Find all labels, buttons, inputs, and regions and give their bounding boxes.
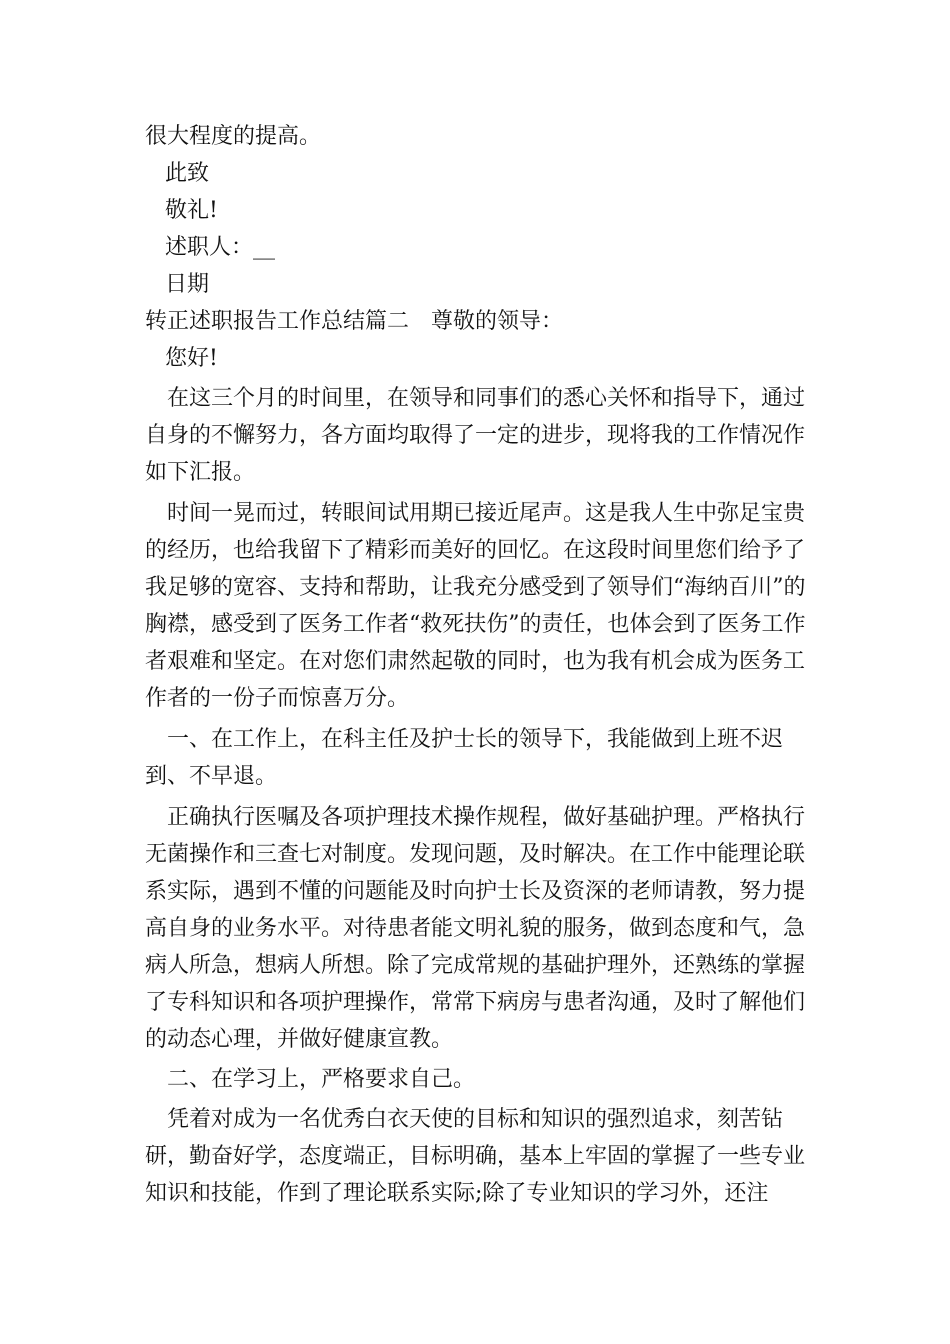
document-body (145, 118, 810, 1212)
body-paragraph: 时间一晃而过，转眼间试用期已接近尾声。这是我人生中弥足宝贵的经历，也给我留下了精彩而美好的回忆。在这段时间里您们给予了我足够的宽容、支持和帮助，让我充分感受到了领导们“海纳百川”的胸襟，感受到了医务工作者“救死扶伤”的责任，也体会到了医务工作者艰难和坚定。在对您们肃然起敬的同时，也为我有机会成为医务工作者的一份子而惊喜万分。 (145, 501, 806, 711)
date-line: 日期 (165, 272, 210, 297)
body-paragraph: 凭着对成为一名优秀白衣天使的目标和知识的强烈追求，刻苦钻研，勤奋好学，态度端正，目标明确，基本上牢固的掌握了一些专业知识和技能，作到了理论联系实际;除了专业知识的学习外，还注 (145, 1107, 806, 1206)
text-line: 很大程度的提高。 (145, 124, 322, 149)
closing-line: 此致 (165, 161, 210, 186)
salutation-line: 敬礼! (165, 198, 218, 223)
greeting-line: 您好! (165, 346, 218, 371)
body-paragraph: 正确执行医嘱及各项护理技术操作规程，做好基础护理。严格执行无菌操作和三查七对制度。发现问题，及时解决。在工作中能理论联系实际，遇到不懂的问题能及时向护士长及资深的老师请教，努力提高自身的业务水平。对待患者能文明礼貌的服务，做到态度和气，急病人所急，想病人所想。除了完成常规的基础护理外，还熟练的掌握了专科知识和各项护理操作，常常下病房与患者沟通，及时了解他们的动态心理，并做好健康宣教。 (145, 805, 806, 1052)
body-paragraph: 二、在学习上，严格要求自己。 (167, 1067, 476, 1092)
body-paragraph: 一、在工作上，在科主任及护士长的领导下，我能做到上班不迟到、不早退。 (145, 727, 784, 789)
body-paragraph: 在这三个月的时间里，在领导和同事们的悉心关怀和指导下，通过自身的不懈努力，各方面均取得了一定的进步，现将我的工作情况作如下汇报。 (145, 386, 806, 485)
signature-line: 述职人：__ (165, 235, 276, 260)
section-heading: 转正述职报告工作总结篇二 尊敬的领导： (145, 309, 564, 334)
